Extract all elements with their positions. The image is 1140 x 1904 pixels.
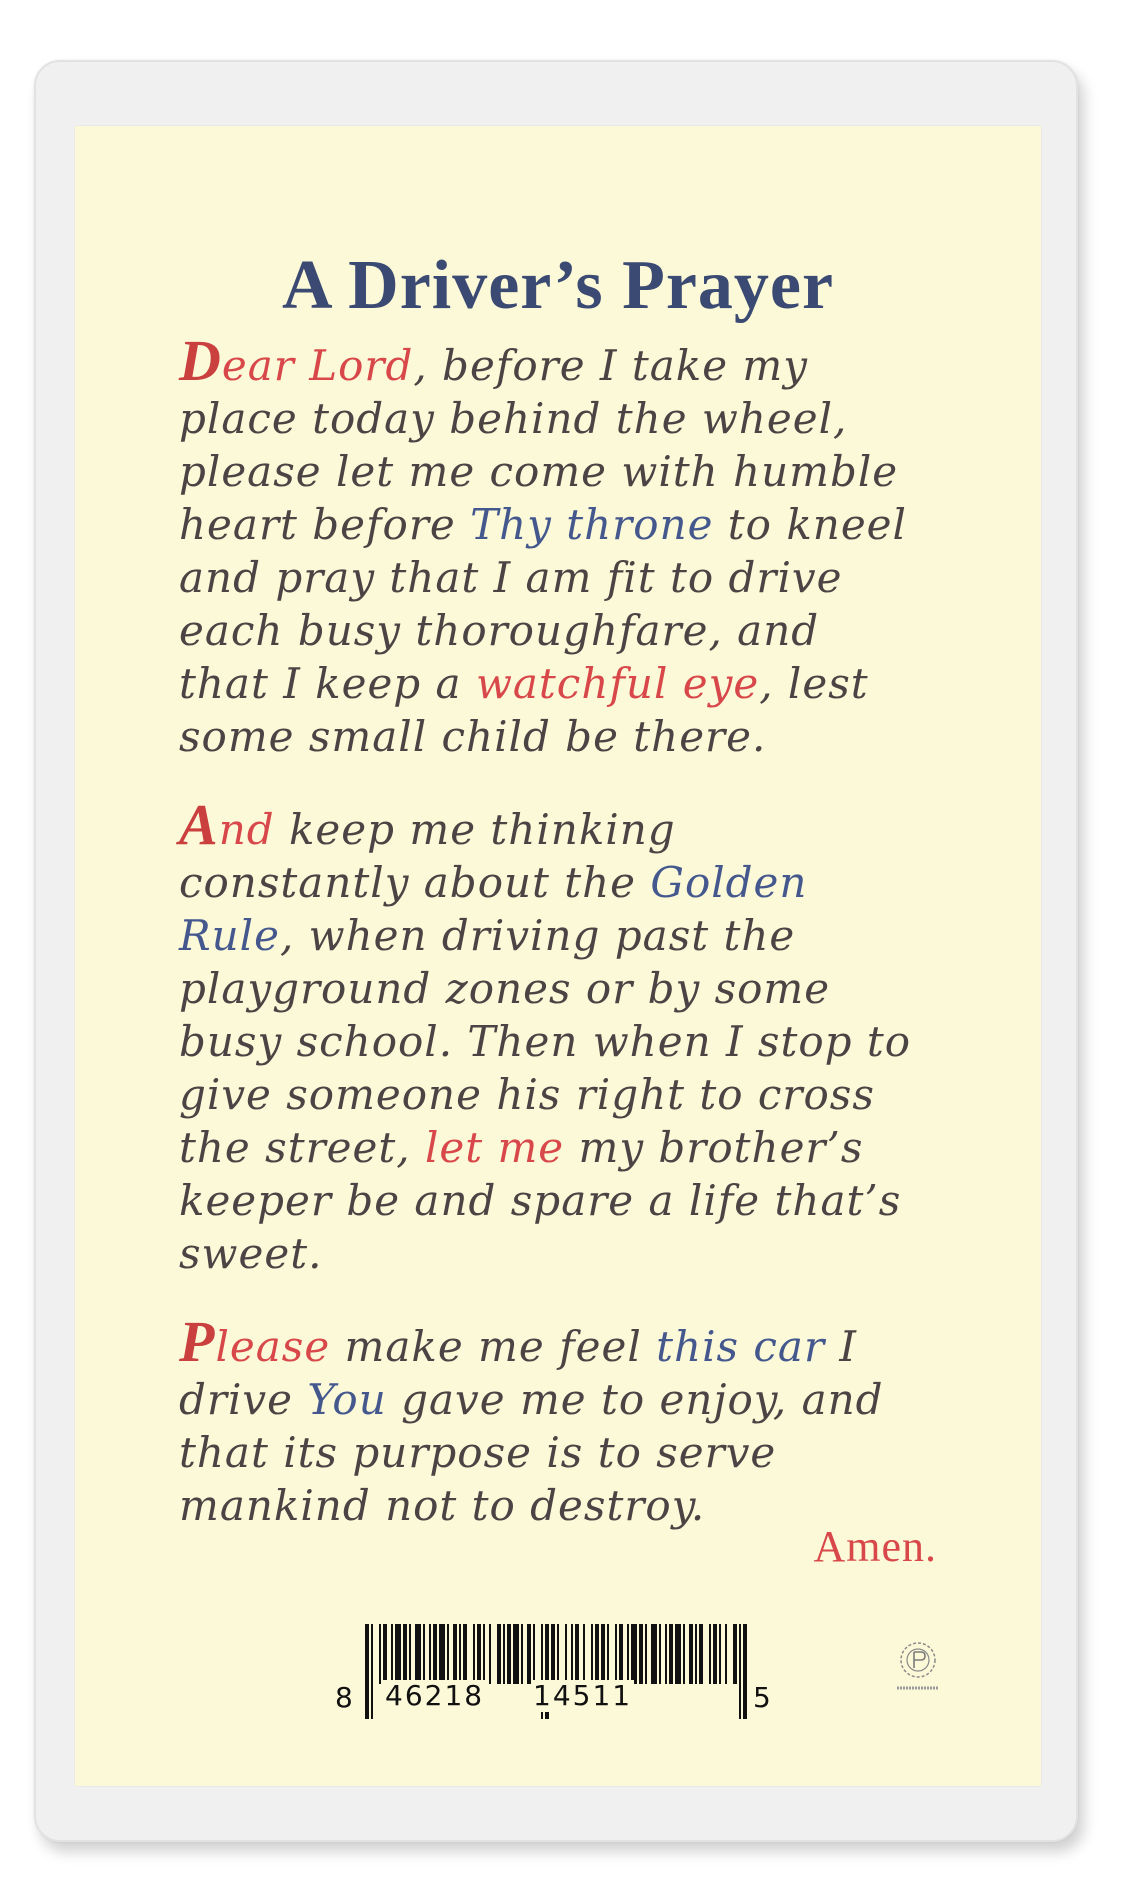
publisher-logo-icon bbox=[883, 1630, 953, 1700]
prayer-line: and pray that I am fit to drive bbox=[179, 553, 843, 602]
prayer-line: give someone his right to cross bbox=[179, 1070, 875, 1119]
stanza-3 bbox=[179, 1309, 979, 1532]
barcode-right-digits: 14511 bbox=[533, 1679, 633, 1712]
card-title: A Driver’s Prayer bbox=[281, 247, 835, 324]
amen-closing: Amen. bbox=[813, 1522, 937, 1571]
line-text: , lest bbox=[759, 659, 869, 708]
barcode-first-digit: 8 bbox=[335, 1681, 353, 1714]
prayer-line: keeper be and spare a life that’s bbox=[179, 1176, 902, 1225]
highlight-red: let me bbox=[424, 1123, 565, 1172]
line-text: make me feel bbox=[330, 1322, 657, 1371]
line-text: heart before bbox=[179, 500, 471, 549]
highlight-red: nd bbox=[218, 805, 275, 854]
highlight-red: ear Lord bbox=[221, 341, 414, 390]
line-text: I bbox=[825, 1322, 857, 1371]
highlight-blue: Golden bbox=[650, 858, 808, 907]
highlight-red: lease bbox=[215, 1322, 331, 1371]
prayer-line: busy school. Then when I stop to bbox=[179, 1017, 912, 1066]
line-text: the street, bbox=[179, 1123, 425, 1172]
prayer-text bbox=[179, 328, 979, 1567]
line-text: gave me to enjoy, and bbox=[386, 1375, 884, 1424]
line-text: that I keep a bbox=[179, 659, 476, 708]
highlight-red: watchful eye bbox=[475, 659, 760, 708]
prayer-line: each busy thoroughfare, and bbox=[179, 606, 820, 655]
drop-cap: D bbox=[179, 328, 222, 393]
highlight-blue: Thy throne bbox=[470, 500, 714, 549]
prayer-line bbox=[179, 909, 979, 962]
stanza-1 bbox=[179, 328, 979, 763]
barcode-left-digits: 46218 bbox=[385, 1679, 485, 1712]
line-text: , before I take my bbox=[413, 341, 808, 390]
prayer-line bbox=[179, 1373, 979, 1426]
prayer-line bbox=[179, 792, 979, 857]
prayer-line bbox=[179, 657, 979, 710]
line-text: to kneel bbox=[713, 500, 907, 549]
barcode-last-digit: 5 bbox=[753, 1681, 771, 1714]
prayer-line bbox=[179, 1309, 979, 1374]
stanza-2 bbox=[179, 792, 979, 1280]
highlight-blue: You bbox=[307, 1375, 387, 1424]
prayer-line: sweet. bbox=[179, 1229, 323, 1278]
line-text: constantly about the bbox=[179, 858, 651, 907]
line-text: drive bbox=[179, 1375, 308, 1424]
line-text: keep me thinking bbox=[274, 805, 676, 854]
prayer-line: place today behind the wheel, bbox=[179, 394, 848, 443]
prayer-line: please let me come with humble bbox=[179, 447, 899, 496]
line-text: , when driving past the bbox=[279, 911, 796, 960]
prayer-line: that its purpose is to serve bbox=[179, 1428, 777, 1477]
highlight-blue: Rule bbox=[179, 911, 280, 960]
drop-cap: P bbox=[179, 1309, 216, 1374]
prayer-line bbox=[179, 498, 979, 551]
prayer-line bbox=[179, 856, 979, 909]
prayer-line: some small child be there. bbox=[179, 712, 767, 761]
line-text: my brother’s bbox=[564, 1123, 864, 1172]
prayer-line: mankind not to destroy. bbox=[179, 1481, 706, 1530]
highlight-blue: this car bbox=[656, 1322, 826, 1371]
barcode bbox=[335, 1624, 775, 1719]
drop-cap: A bbox=[179, 792, 219, 857]
prayer-line bbox=[179, 1121, 979, 1174]
prayer-line bbox=[179, 328, 979, 393]
prayer-line: playground zones or by some bbox=[179, 964, 831, 1013]
prayer-card bbox=[75, 126, 1041, 1786]
